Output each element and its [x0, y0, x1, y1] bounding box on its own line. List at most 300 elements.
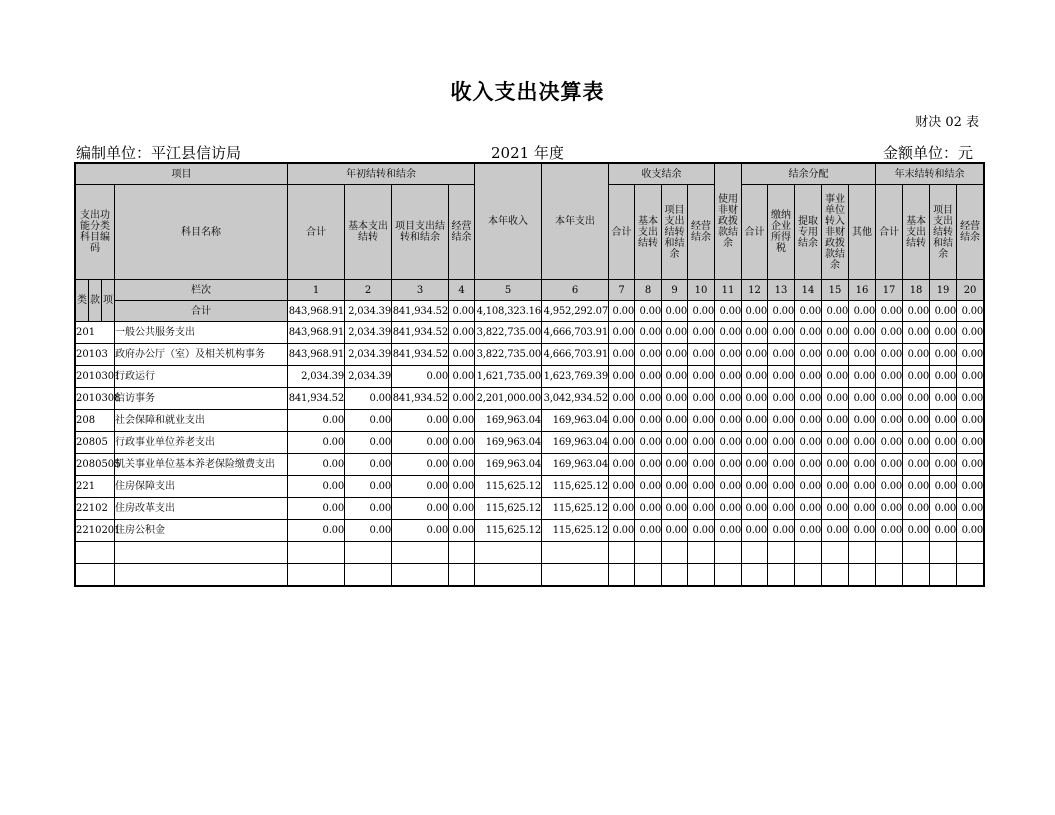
row-value: 0.00	[392, 498, 449, 520]
empty-cell	[392, 564, 449, 586]
total-value: 0.00	[795, 301, 822, 322]
header-lei: 类	[76, 280, 89, 322]
row-value: 0.00	[849, 410, 876, 432]
row-value: 0.00	[662, 410, 688, 432]
row-value: 0.00	[795, 454, 822, 476]
row-value: 0.00	[903, 432, 930, 454]
total-value: 4,952,292.07	[542, 301, 609, 322]
row-value: 0.00	[609, 388, 635, 410]
row-subject-name: 机关事业单位基本养老保险缴费支出	[115, 454, 288, 476]
row-value: 0.00	[635, 520, 662, 542]
header-balance-total: 合计	[609, 185, 635, 280]
column-number: 7	[609, 280, 635, 301]
empty-cell	[662, 564, 688, 586]
row-code: 2080505	[76, 454, 115, 476]
row-value: 0.00	[715, 388, 742, 410]
report-title: 收入支出决算表	[450, 79, 605, 104]
column-number: 9	[662, 280, 688, 301]
header-opening-project: 项目支出结转和结余	[392, 185, 449, 280]
empty-cell	[876, 542, 903, 564]
row-value: 0.00	[688, 476, 715, 498]
row-value: 0.00	[930, 388, 957, 410]
row-value: 0.00	[392, 410, 449, 432]
header-lanci: 栏次	[115, 280, 288, 301]
row-value: 0.00	[635, 388, 662, 410]
form-number: 财决 02 表	[915, 115, 979, 130]
row-value: 0.00	[876, 498, 903, 520]
header-other: 其他	[849, 185, 876, 280]
row-value: 0.00	[635, 432, 662, 454]
header-opening-group: 年初结转和结余	[288, 164, 475, 185]
empty-cell	[903, 564, 930, 586]
row-value: 0.00	[849, 432, 876, 454]
empty-cell	[688, 564, 715, 586]
empty-cell	[849, 542, 876, 564]
empty-cell	[392, 542, 449, 564]
row-value: 0.00	[392, 454, 449, 476]
total-value: 0.00	[662, 301, 688, 322]
currency-unit: 金额单位：元	[882, 144, 973, 162]
total-value: 0.00	[903, 301, 930, 322]
row-value: 0.00	[795, 410, 822, 432]
row-value: 115,625.12	[475, 498, 542, 520]
row-value: 0.00	[795, 322, 822, 344]
header-distribution-total: 合计	[742, 185, 768, 280]
row-value: 0.00	[930, 322, 957, 344]
row-value: 0.00	[768, 366, 795, 388]
row-value: 0.00	[849, 344, 876, 366]
empty-cell	[688, 542, 715, 564]
row-value: 0.00	[742, 344, 768, 366]
row-value: 0.00	[662, 344, 688, 366]
row-value: 0.00	[822, 520, 849, 542]
column-number: 12	[742, 280, 768, 301]
total-value: 843,968.91	[288, 301, 345, 322]
row-value: 169,963.04	[475, 432, 542, 454]
row-subject-name: 政府办公厅（室）及相关机构事务	[115, 344, 288, 366]
header-closing-project: 项目支出结转和结余	[930, 185, 957, 280]
row-code: 22102	[76, 498, 115, 520]
row-value: 0.00	[742, 498, 768, 520]
header-special-fund: 提取专用结余	[795, 185, 822, 280]
row-code: 221	[76, 476, 115, 498]
empty-cell	[449, 542, 475, 564]
table-row	[76, 388, 984, 410]
row-value: 0.00	[876, 520, 903, 542]
row-value: 0.00	[742, 322, 768, 344]
empty-cell	[876, 564, 903, 586]
empty-cell	[115, 542, 288, 564]
empty-cell	[345, 564, 392, 586]
column-number: 18	[903, 280, 930, 301]
empty-cell	[345, 542, 392, 564]
header-use-nonfiscal: 使用非财政拨款结余	[715, 164, 742, 280]
row-value: 0.00	[768, 322, 795, 344]
row-value: 0.00	[768, 454, 795, 476]
row-value: 0.00	[768, 476, 795, 498]
empty-cell	[475, 542, 542, 564]
empty-cell	[609, 542, 635, 564]
empty-cell	[635, 542, 662, 564]
header-distribution-group: 结余分配	[742, 164, 876, 185]
row-value: 0.00	[688, 388, 715, 410]
row-value: 0.00	[715, 322, 742, 344]
column-number: 13	[768, 280, 795, 301]
row-value: 0.00	[715, 432, 742, 454]
header-closing-group: 年末结转和结余	[876, 164, 984, 185]
row-value: 3,042,934.52	[542, 388, 609, 410]
row-value: 0.00	[849, 520, 876, 542]
total-label: 合计	[115, 301, 288, 322]
row-value: 0.00	[822, 432, 849, 454]
row-value: 0.00	[957, 520, 984, 542]
row-value: 0.00	[876, 476, 903, 498]
row-value: 0.00	[288, 454, 345, 476]
row-value: 0.00	[662, 322, 688, 344]
empty-cell	[662, 542, 688, 564]
row-value: 0.00	[715, 498, 742, 520]
column-number: 14	[795, 280, 822, 301]
row-value: 0.00	[795, 388, 822, 410]
total-value: 0.00	[688, 301, 715, 322]
row-value: 0.00	[822, 498, 849, 520]
empty-cell	[542, 564, 609, 586]
row-value: 0.00	[957, 388, 984, 410]
row-value: 0.00	[957, 366, 984, 388]
row-value: 0.00	[742, 476, 768, 498]
header-func-code: 支出功能分类科目编码	[76, 185, 115, 280]
total-value: 0.00	[609, 301, 635, 322]
row-value: 841,934.52	[392, 388, 449, 410]
row-value: 0.00	[768, 520, 795, 542]
total-value: 0.00	[822, 301, 849, 322]
row-value: 0.00	[688, 366, 715, 388]
row-value: 0.00	[822, 344, 849, 366]
row-value: 0.00	[449, 432, 475, 454]
total-value: 2,034.39	[345, 301, 392, 322]
row-value: 0.00	[849, 366, 876, 388]
total-value: 841,934.52	[392, 301, 449, 322]
row-value: 115,625.12	[542, 476, 609, 498]
row-value: 0.00	[609, 366, 635, 388]
row-value: 0.00	[288, 410, 345, 432]
row-value: 0.00	[392, 366, 449, 388]
header-opening-basic: 基本支出结转	[345, 185, 392, 280]
row-subject-name: 行政运行	[115, 366, 288, 388]
row-value: 2,034.39	[345, 344, 392, 366]
row-value: 0.00	[662, 454, 688, 476]
empty-cell	[742, 542, 768, 564]
column-number: 1	[288, 280, 345, 301]
row-value: 0.00	[957, 454, 984, 476]
row-value: 0.00	[768, 432, 795, 454]
column-number: 5	[475, 280, 542, 301]
row-value: 0.00	[957, 344, 984, 366]
row-value: 0.00	[742, 388, 768, 410]
row-value: 0.00	[957, 432, 984, 454]
column-number: 16	[849, 280, 876, 301]
empty-cell	[542, 542, 609, 564]
header-kuan: 款	[89, 280, 102, 322]
row-value: 169,963.04	[475, 410, 542, 432]
row-value: 2,201,000.00	[475, 388, 542, 410]
row-value: 0.00	[345, 454, 392, 476]
row-value: 0.00	[609, 432, 635, 454]
empty-cell	[795, 564, 822, 586]
row-value: 115,625.12	[475, 476, 542, 498]
header-subject-name: 科目名称	[115, 185, 288, 280]
column-number: 3	[392, 280, 449, 301]
row-value: 0.00	[449, 454, 475, 476]
header-balance-operating: 经营结余	[688, 185, 715, 280]
row-subject-name: 住房保障支出	[115, 476, 288, 498]
row-value: 0.00	[930, 432, 957, 454]
row-value: 0.00	[742, 454, 768, 476]
row-value: 0.00	[662, 388, 688, 410]
row-value: 0.00	[903, 410, 930, 432]
row-value: 169,963.04	[542, 432, 609, 454]
row-value: 0.00	[876, 366, 903, 388]
row-value: 2,034.39	[345, 366, 392, 388]
row-value: 115,625.12	[475, 520, 542, 542]
header-balance-group: 收支结余	[609, 164, 715, 185]
total-value: 4,108,323.16	[475, 301, 542, 322]
table-row	[76, 476, 984, 498]
header-opening-total: 合计	[288, 185, 345, 280]
row-value: 843,968.91	[288, 344, 345, 366]
row-value: 0.00	[715, 520, 742, 542]
row-value: 0.00	[288, 432, 345, 454]
row-value: 0.00	[715, 476, 742, 498]
row-code: 208	[76, 410, 115, 432]
total-value: 0.00	[635, 301, 662, 322]
row-value: 0.00	[688, 454, 715, 476]
empty-cell	[742, 564, 768, 586]
empty-cell	[930, 564, 957, 586]
row-value: 0.00	[688, 432, 715, 454]
row-value: 0.00	[449, 520, 475, 542]
empty-cell	[76, 542, 115, 564]
total-value: 0.00	[957, 301, 984, 322]
row-value: 169,963.04	[542, 454, 609, 476]
empty-cell	[768, 564, 795, 586]
row-value: 0.00	[876, 344, 903, 366]
header-closing-operating: 经营结余	[957, 185, 984, 280]
row-value: 0.00	[822, 476, 849, 498]
row-subject-name: 住房改革支出	[115, 498, 288, 520]
empty-cell	[768, 542, 795, 564]
row-subject-name: 住房公积金	[115, 520, 288, 542]
row-value: 0.00	[795, 498, 822, 520]
row-value: 0.00	[903, 476, 930, 498]
row-value: 0.00	[849, 322, 876, 344]
row-value: 0.00	[609, 520, 635, 542]
empty-row	[76, 564, 984, 586]
header-closing-basic: 基本支出结转	[903, 185, 930, 280]
empty-cell	[795, 542, 822, 564]
row-code: 2010301	[76, 366, 115, 388]
row-value: 0.00	[609, 454, 635, 476]
row-value: 0.00	[345, 388, 392, 410]
header-opening-operating: 经营结余	[449, 185, 475, 280]
empty-cell	[849, 564, 876, 586]
row-value: 0.00	[876, 454, 903, 476]
total-value: 0.00	[849, 301, 876, 322]
row-value: 0.00	[635, 498, 662, 520]
column-number: 20	[957, 280, 984, 301]
row-value: 0.00	[715, 366, 742, 388]
row-value: 0.00	[768, 498, 795, 520]
row-value: 0.00	[957, 498, 984, 520]
empty-cell	[288, 564, 345, 586]
empty-cell	[449, 564, 475, 586]
row-value: 2,034.39	[345, 322, 392, 344]
row-value: 0.00	[795, 366, 822, 388]
header-balance-project: 项目支出结转和结余	[662, 185, 688, 280]
row-value: 0.00	[795, 344, 822, 366]
row-value: 3,822,735.00	[475, 322, 542, 344]
header-xiang: 项	[102, 280, 115, 322]
empty-cell	[115, 564, 288, 586]
empty-cell	[288, 542, 345, 564]
row-value: 0.00	[345, 410, 392, 432]
row-value: 0.00	[662, 476, 688, 498]
row-value: 4,666,703.91	[542, 322, 609, 344]
row-value: 0.00	[609, 344, 635, 366]
column-number: 8	[635, 280, 662, 301]
row-value: 0.00	[392, 432, 449, 454]
header-income-year: 本年收入	[475, 164, 542, 280]
row-value: 0.00	[635, 454, 662, 476]
column-number: 17	[876, 280, 903, 301]
row-value: 0.00	[688, 520, 715, 542]
row-value: 0.00	[822, 366, 849, 388]
row-subject-name: 信访事务	[115, 388, 288, 410]
row-value: 0.00	[742, 366, 768, 388]
row-value: 0.00	[609, 322, 635, 344]
row-value: 0.00	[742, 410, 768, 432]
row-value: 0.00	[930, 476, 957, 498]
row-code: 20805	[76, 432, 115, 454]
row-subject-name: 社会保障和就业支出	[115, 410, 288, 432]
row-value: 0.00	[715, 454, 742, 476]
row-value: 0.00	[449, 366, 475, 388]
row-value: 0.00	[688, 344, 715, 366]
row-code: 20103	[76, 344, 115, 366]
row-value: 0.00	[345, 432, 392, 454]
empty-cell	[822, 564, 849, 586]
row-value: 0.00	[635, 410, 662, 432]
row-value: 169,963.04	[542, 410, 609, 432]
header-item: 项目	[76, 164, 288, 185]
row-value: 0.00	[768, 388, 795, 410]
row-value: 0.00	[849, 498, 876, 520]
row-value: 0.00	[715, 410, 742, 432]
row-value: 841,934.52	[392, 322, 449, 344]
row-value: 0.00	[930, 410, 957, 432]
empty-cell	[715, 542, 742, 564]
row-value: 841,934.52	[392, 344, 449, 366]
fiscal-year: 2021 年度	[491, 144, 564, 162]
empty-cell	[715, 564, 742, 586]
header-tax: 缴纳企业所得税	[768, 185, 795, 280]
row-value: 0.00	[449, 322, 475, 344]
row-value: 0.00	[876, 410, 903, 432]
row-value: 0.00	[795, 476, 822, 498]
row-value: 0.00	[930, 520, 957, 542]
row-value: 0.00	[822, 322, 849, 344]
row-value: 0.00	[688, 410, 715, 432]
empty-cell	[475, 564, 542, 586]
empty-cell	[609, 564, 635, 586]
row-code: 201	[76, 322, 115, 344]
row-value: 0.00	[795, 520, 822, 542]
table-row	[76, 344, 984, 366]
row-value: 0.00	[635, 322, 662, 344]
row-value: 843,968.91	[288, 322, 345, 344]
row-value: 0.00	[449, 476, 475, 498]
row-value: 0.00	[449, 410, 475, 432]
header-closing-total: 合计	[876, 185, 903, 280]
row-value: 0.00	[903, 322, 930, 344]
row-value: 115,625.12	[542, 520, 609, 542]
row-value: 0.00	[903, 344, 930, 366]
row-value: 0.00	[609, 476, 635, 498]
empty-cell	[957, 564, 984, 586]
total-value: 0.00	[449, 301, 475, 322]
row-value: 0.00	[903, 454, 930, 476]
row-value: 0.00	[662, 498, 688, 520]
row-value: 115,625.12	[542, 498, 609, 520]
row-value: 0.00	[849, 476, 876, 498]
row-value: 0.00	[688, 322, 715, 344]
row-value: 841,934.52	[288, 388, 345, 410]
total-value: 0.00	[930, 301, 957, 322]
header-transfer-nonfiscal: 事业单位转入非财政拨款结余	[822, 185, 849, 280]
column-number: 4	[449, 280, 475, 301]
row-value: 0.00	[930, 454, 957, 476]
total-value: 0.00	[715, 301, 742, 322]
row-value: 0.00	[876, 322, 903, 344]
row-value: 0.00	[903, 498, 930, 520]
row-value: 0.00	[609, 498, 635, 520]
row-value: 0.00	[662, 366, 688, 388]
row-subject-name: 行政事业单位养老支出	[115, 432, 288, 454]
column-number: 10	[688, 280, 715, 301]
row-value: 0.00	[876, 432, 903, 454]
row-value: 0.00	[662, 520, 688, 542]
row-value: 0.00	[768, 344, 795, 366]
row-value: 0.00	[903, 388, 930, 410]
row-value: 1,621,735.00	[475, 366, 542, 388]
table-row	[76, 410, 984, 432]
row-value: 0.00	[635, 344, 662, 366]
row-value: 0.00	[742, 520, 768, 542]
compiling-unit: 编制单位：平江县信访局	[76, 144, 242, 162]
row-code: 2210201	[76, 520, 115, 542]
row-value: 0.00	[449, 498, 475, 520]
row-value: 0.00	[635, 476, 662, 498]
empty-cell	[635, 564, 662, 586]
column-number: 11	[715, 280, 742, 301]
row-value: 0.00	[957, 322, 984, 344]
empty-cell	[930, 542, 957, 564]
empty-cell	[822, 542, 849, 564]
table-row	[76, 432, 984, 454]
row-value: 0.00	[449, 344, 475, 366]
row-value: 0.00	[822, 410, 849, 432]
row-value: 0.00	[957, 410, 984, 432]
